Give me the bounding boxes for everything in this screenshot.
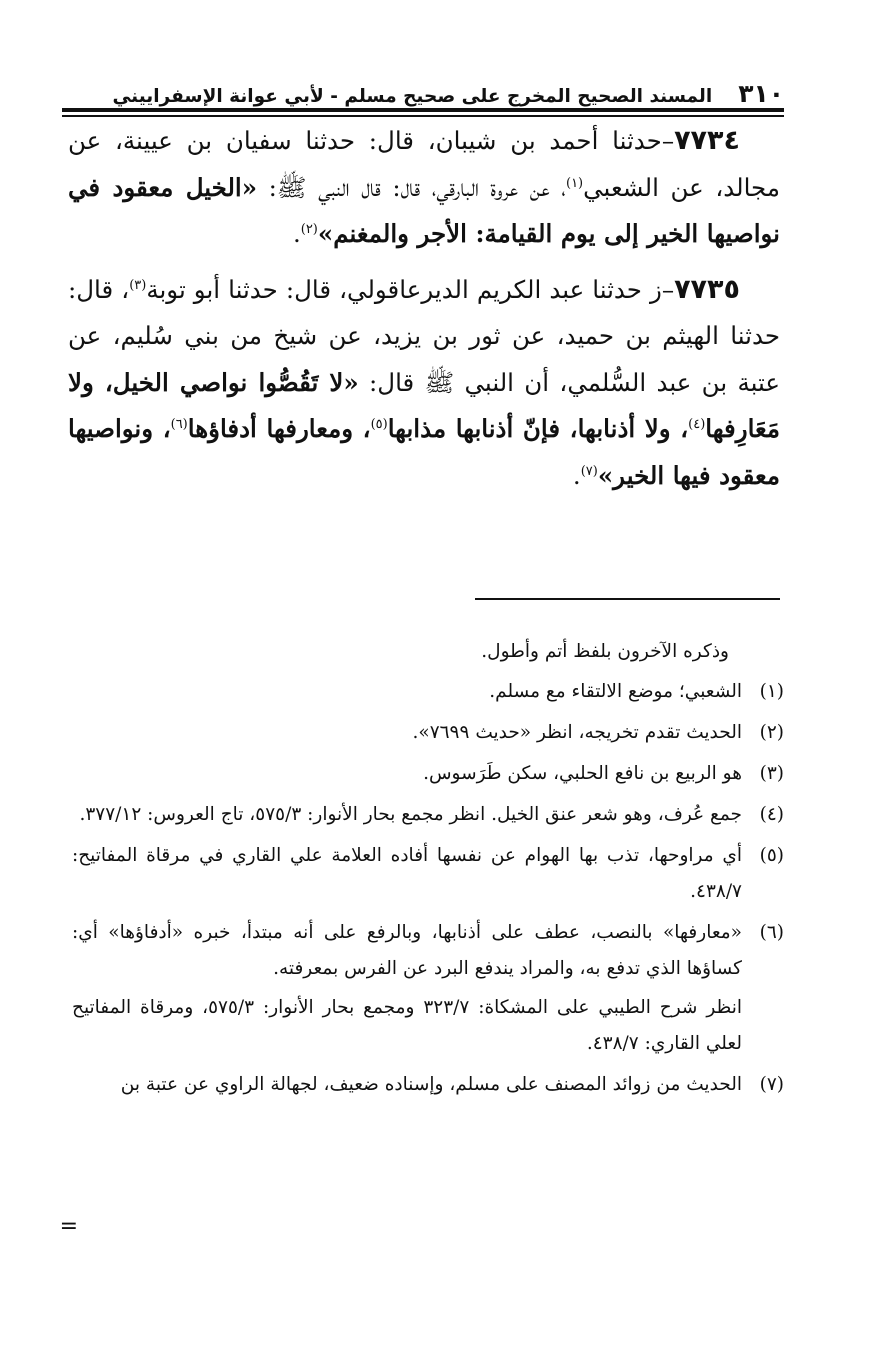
footnote-ref: (٢): [300, 221, 318, 237]
footnote-5: [72, 838, 784, 910]
hadith-quote: ، ومعارفها أدفاؤها: [187, 414, 371, 443]
footnote-4: [72, 797, 784, 833]
hadith-text: –حدثنا أحمد بن شيبان، قال: حدثنا سفيان بن عيينة، عن مجالد، عن الشعبي: [68, 126, 780, 202]
footnote-ref: (٣): [129, 277, 147, 293]
hadith-text: ، قال: حدثنا الهيثم بن حميد، عن ثور بن يزيد، عن شيخ من بني سُليم، عن عتبة بن عبد السُّلمي، أن النبي ﷺ قال:: [68, 274, 780, 397]
header-rule-thick: [62, 108, 784, 112]
footnote-text: الحديث تقدم تخريجه، انظر «حديث ٧٦٩٩».: [412, 722, 742, 743]
hadith-7735: [68, 267, 780, 500]
header-title: المسند الصحيح المخرج على صحيح مسلم - لأبي عوانة الإسفراييني: [112, 85, 713, 107]
hadith-text: –ز حدثنا عبد الكريم الديرعاقولي، قال: حدثنا أبو توبة: [146, 274, 675, 304]
continuation-mark: =: [59, 1214, 78, 1239]
footnote-text: هو الربيع بن نافع الحلبي، سكن طَرَسوس.: [423, 763, 742, 784]
hadith-text: ، عن عروة البارقي، قال: قال النبي ﷺ:: [257, 172, 566, 202]
footnote-number: (٥): [759, 845, 784, 866]
hadith-number: ٧٧٣٤: [674, 125, 740, 156]
footnote-separator: [475, 598, 780, 600]
hadith-quote: «الخيل معقود في نواصيها الخير إلى يوم القيامة: الأجر والمغنم»: [68, 172, 780, 248]
footnote-text: الحديث من زوائد المصنف على مسلم، وإسناده ضعيف، لجهالة الراوي عن عتبة بن: [120, 1074, 742, 1095]
main-text: [68, 118, 780, 508]
footnote-text: «معارفها» بالنصب، عطف على أذنابها، وبالرفع على أنه مبتدأ، خبره «أدفاؤها» أي: كساؤها الذي تدفع به، والمراد يندفع البرد عن الفرس بمعرفته.: [72, 922, 742, 979]
footnote-text: جمع عُرف، وهو شعر عنق الخيل. انظر مجمع بحار الأنوار: ٥٧٥/٣، تاج العروس: ٣٧٧/١٢.: [79, 804, 742, 825]
footnote-ref: (٧): [580, 463, 598, 479]
sentence-end: .: [292, 219, 301, 248]
footnote-ref: (٥): [370, 416, 388, 432]
hadith-7734: [68, 118, 780, 258]
footnote-6: [72, 915, 784, 1062]
footnote-7: [72, 1067, 784, 1103]
hadith-quote: ، ونواصيها معقود فيها الخير»: [68, 414, 780, 490]
hadith-quote: ، ولا أذنابها، فإنّ أذنابها مذابها: [387, 414, 689, 443]
footnote-1: [72, 674, 784, 710]
footnote-ref: (١): [565, 175, 584, 191]
hadith-quote: «لا تَقُصُّوا نواصي الخيل، ولا مَعَارِفها: [68, 367, 780, 443]
footnote-text: الشعبي؛ موضع الالتقاء مع مسلم.: [489, 681, 742, 702]
footnote-ref: (٦): [170, 416, 188, 432]
footnote-text: أي مراوحها، تذب بها الهوام عن نفسها أفاده العلامة علي القاري في مرقاة المفاتيح: ٤٣٨/٧.: [72, 845, 742, 902]
footnote-number: (١): [759, 681, 784, 702]
page-number: ٣١٠: [738, 79, 784, 108]
footnote-3: [72, 756, 784, 792]
footnote-text-continued: انظر شرح الطيبي على المشكاة: ٣٢٣/٧ ومجمع بحار الأنوار: ٥٧٥/٣، ومرقاة المفاتيح لعلي القاري: ٤٣٨/٧.: [72, 997, 742, 1054]
footnote-number: (٦): [759, 922, 784, 943]
footnote-number: (٣): [759, 763, 784, 784]
footnote-2: [72, 715, 784, 751]
hadith-number: ٧٧٣٥: [674, 273, 740, 305]
footnote-number: (٢): [759, 722, 784, 743]
footnote-number: (٤): [759, 804, 784, 825]
footnote-number: (٧): [759, 1074, 784, 1095]
sentence-end: .: [572, 460, 581, 490]
running-header: [62, 62, 784, 106]
footnotes: [72, 634, 784, 1108]
footnote-intro: وذكره الآخرون بلفظ أتم وأطول.: [481, 641, 729, 662]
footnote-ref: (٤): [688, 416, 706, 432]
header-rule-thin: [62, 115, 784, 117]
